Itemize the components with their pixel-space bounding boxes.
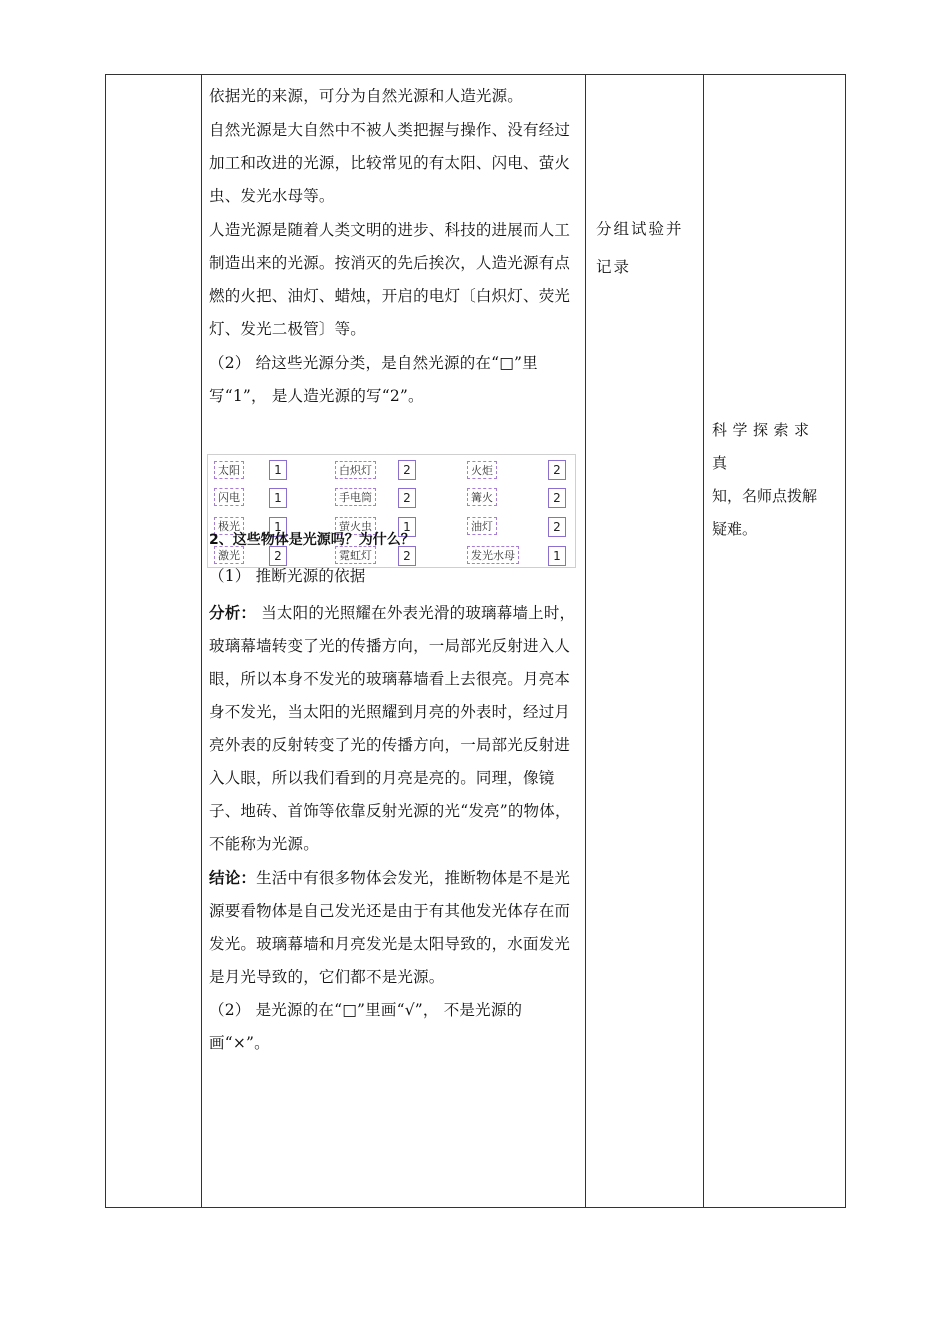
figure-label: 霓虹灯 (335, 546, 376, 564)
design-intent-line3: 疑难。 (712, 520, 758, 538)
figure-label: 激光 (214, 546, 244, 564)
figure-label: 篝火 (467, 488, 497, 506)
paragraph-conclusion (209, 861, 577, 994)
figure-value-box: 2 (269, 546, 287, 566)
design-intent-cell (712, 414, 832, 546)
figure-label: 火炬 (467, 461, 497, 479)
figure-label: 发光水母 (467, 546, 519, 564)
design-intent-line1: 科学探索求真 (712, 421, 815, 472)
paragraph-classify-instruction: （2） 给这些光源分类，是自然光源的在“□”里写“1”， 是人造光源的写“2”。 (209, 354, 538, 405)
analysis-text: 当太阳的光照耀在外表光滑的玻璃幕墙上时，玻璃幕墙转变了光的传播方向，一局部光反射进入人眼，所以本身不发光的玻璃幕墙看上去很亮。月亮本身不发光，当太阳的光照耀到月亮的外表时，经过月亮外表的反射转变了光的传播方向，一局部光反射进入人眼，所以我们看到的月亮是亮的。同理，像镜子、地砖、首饰等依靠反射光源的光“发亮”的物体，不能称为光源。 (209, 604, 576, 853)
figure-value-box: 1 (269, 460, 287, 480)
figure-label: 手电筒 (335, 488, 376, 506)
figure-value-box: 2 (548, 488, 566, 508)
conclusion-label: 结论： (209, 868, 257, 887)
figure-label: 油灯 (467, 517, 497, 535)
figure-value-box: 1 (398, 517, 416, 537)
paragraph-mark-instruction: （2） 是光源的在“□”里画“√”， 不是光源的画“×”。 (209, 1001, 523, 1052)
design-intent-line2: 知，名师点拨解 (712, 487, 818, 505)
paragraph-natural-light: 自然光源是大自然中不被人类把握与操作、没有经过加工和改进的光源，比较常见的有太阳、闪电、萤火虫、发光水母等。 (209, 121, 571, 205)
figure-label: 太阳 (214, 461, 244, 479)
paragraph-analysis (209, 596, 577, 861)
student-activity-line1: 分组试验并 (596, 220, 684, 238)
paragraph-light-source-origin: 依据光的来源，可分为自然光源和人造光源。 (209, 87, 524, 105)
figure-value-box: 2 (398, 488, 416, 508)
paragraph-judge-basis: （1） 推断光源的依据 (209, 567, 366, 585)
figure-value-box: 2 (398, 546, 416, 566)
figure-value-box: 1 (269, 517, 287, 537)
figure-value-box: 1 (548, 546, 566, 566)
column-divider-1 (201, 75, 202, 1207)
figure-value-box: 2 (398, 460, 416, 480)
figure-label: 极光 (214, 517, 244, 535)
student-activity-cell (596, 210, 696, 286)
section-heading-2: 2、这些物体是光源吗？为什么？ (209, 532, 415, 548)
figure-label: 闪电 (214, 488, 244, 506)
light-source-classification-figure (207, 454, 576, 568)
column-divider-3 (703, 75, 704, 1207)
figure-label: 萤火虫 (335, 517, 376, 535)
figure-value-box: 2 (548, 517, 566, 537)
conclusion-text: 生活中有很多物体会发光，推断物体是不是光源要看物体是自己发光还是由于有其他发光体存在而发光。玻璃幕墙和月亮发光是太阳导致的，水面发光是月光导致的，它们都不是光源。 (209, 869, 571, 986)
figure-value-box: 2 (548, 460, 566, 480)
student-activity-line2: 记录 (596, 258, 632, 276)
column-divider-2 (585, 75, 586, 1207)
paragraph-artificial-light: 人造光源是随着人类文明的进步、科技的进展而人工制造出来的光源。按消灭的先后挨次，人造光源有点燃的火把、油灯、蜡烛，开启的电灯〔白炽灯、荧光灯、发光二极管〕等。 (209, 221, 571, 338)
analysis-label: 分析： (209, 603, 257, 622)
figure-value-box: 1 (269, 488, 287, 508)
figure-label: 白炽灯 (335, 461, 376, 479)
